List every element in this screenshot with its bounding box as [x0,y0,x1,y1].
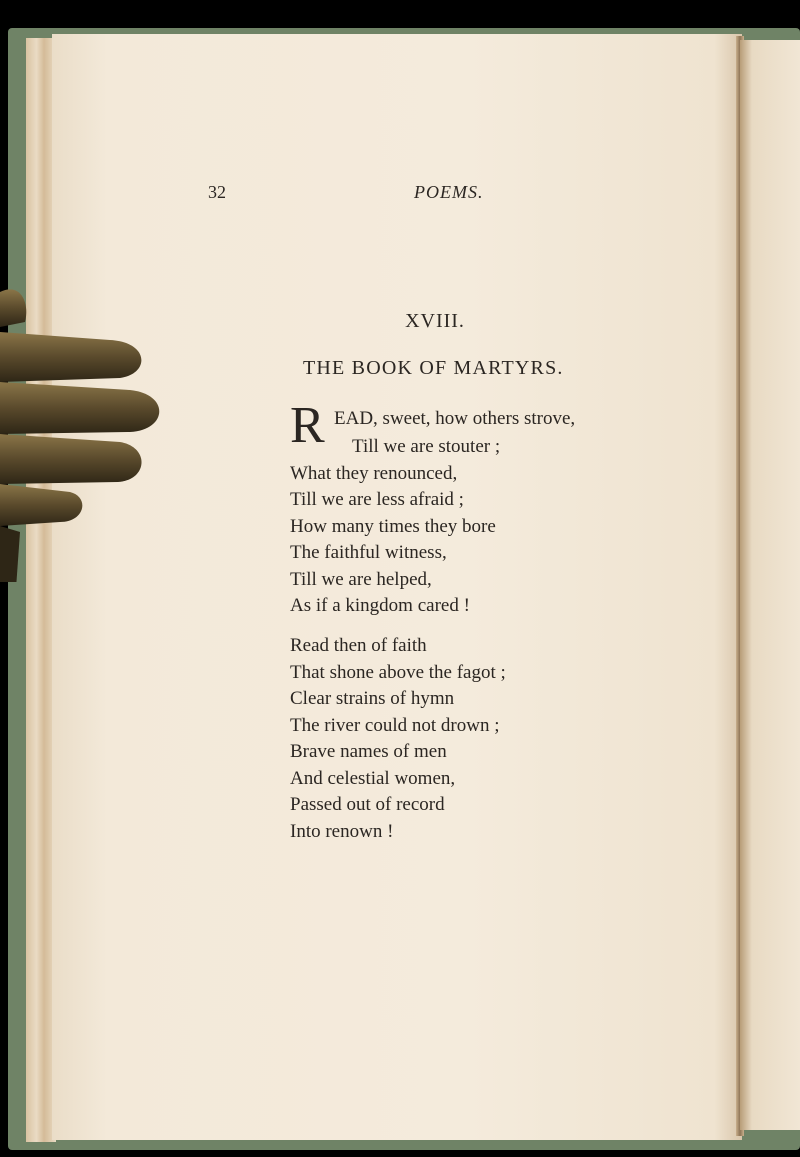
poem-line: Till we are stouter ; [352,436,501,457]
section-numeral: XVIII. [405,310,465,332]
poem-line: Clear strains of hymn [290,688,455,709]
poem-line: Till we are helped, [290,568,432,590]
page-number: 32 [208,182,226,202]
stanza-2 [290,633,506,845]
poem-line: What they renounced, [290,462,458,484]
poem-line: The river could not drown ; [290,714,500,736]
poem-line: As if a kingdom cared ! [290,595,470,616]
poem-line: Passed out of record [290,794,445,815]
poem-line: Read then of faith [290,635,427,656]
poem-line: Till we are less afraid ; [290,489,464,510]
poem-line: Brave names of men [290,741,447,762]
poem-line: That shone above the fagot ; [290,661,506,683]
stanza-1 [290,434,500,620]
poem-line: The faithful witness, [290,542,447,563]
running-title: POEMS. [414,182,484,202]
poem-line: And celestial women, [290,767,456,789]
poem-line: Into renown ! [290,820,394,842]
poem-line: How many times they bore [290,515,496,537]
poem-first-line: EAD, sweet, how others strove, [334,408,576,429]
drop-cap: R [290,397,325,454]
poem-title: THE BOOK OF MARTYRS. [303,357,564,379]
facing-page [740,40,800,1130]
